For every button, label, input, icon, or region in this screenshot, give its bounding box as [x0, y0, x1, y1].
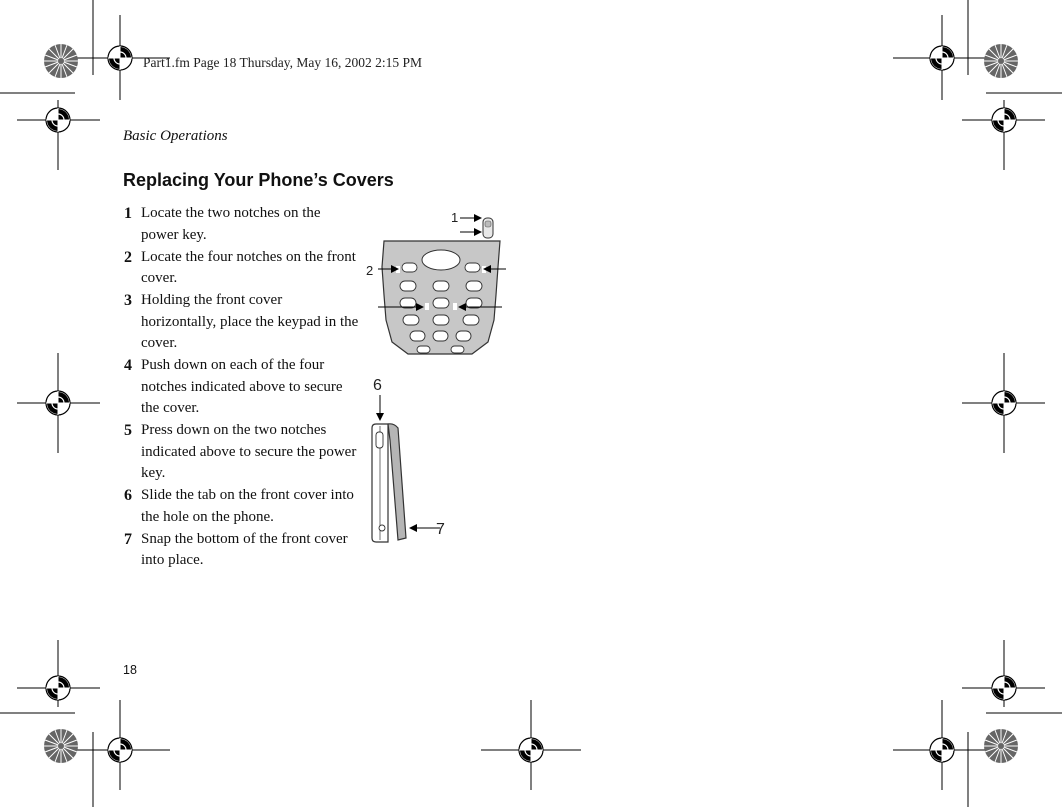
step-number: 2 — [124, 248, 132, 266]
step-number: 4 — [124, 357, 132, 374]
phone-side-figure — [360, 370, 460, 550]
step-item — [124, 203, 360, 246]
callout-6-label: 6 — [373, 377, 382, 394]
callout-7-label: 7 — [436, 521, 445, 538]
file-stamp-header: Part1.fm Page 18 Thursday, May 16, 2002 2:15 PM — [143, 55, 422, 70]
callout-1-label: 1 — [451, 210, 459, 225]
page-number: 18 — [123, 663, 137, 677]
power-key-icon — [483, 218, 493, 238]
callout-2-label: 2 — [366, 263, 374, 278]
step-text: Locate the two notches on the power key. — [141, 205, 321, 243]
step-text: Locate the four notches on the front cover. — [141, 248, 356, 286]
step-text: Push down on each of the four notches indicated above to secure the cover. — [141, 357, 343, 416]
running-head: Basic Operations — [123, 128, 228, 144]
step-number: 5 — [124, 422, 132, 439]
steps-list — [124, 203, 360, 572]
step-number: 6 — [124, 487, 132, 504]
step-item — [124, 485, 360, 528]
step-text: Holding the front cover horizontally, place the keypad in the cover. — [141, 292, 359, 351]
step-item — [124, 247, 360, 290]
keypad-cover-figure — [360, 205, 520, 365]
step-number: 7 — [124, 530, 132, 548]
step-item — [124, 420, 360, 485]
step-text: Press down on the two notches indicated above to secure the power key. — [141, 422, 357, 481]
page-title: Replacing Your Phone’s Covers — [123, 170, 394, 190]
step-item — [124, 529, 360, 572]
step-item — [124, 355, 360, 420]
step-text: Slide the tab on the front cover into the hole on the phone. — [141, 487, 354, 525]
step-number: 1 — [124, 205, 132, 222]
step-number: 3 — [124, 292, 132, 309]
step-text: Snap the bottom of the front cover into place. — [141, 530, 348, 568]
cover-side-shape — [388, 424, 406, 540]
step-item — [124, 290, 360, 355]
